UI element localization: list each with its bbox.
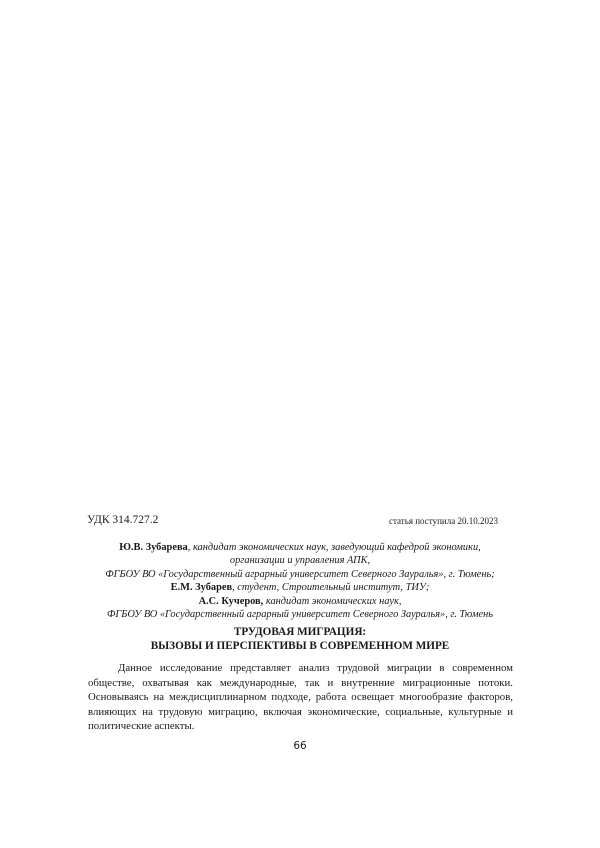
author-3-desc: кандидат экономических наук, bbox=[263, 595, 402, 607]
author-1-desc: , кандидат экономических наук, заведующий кафедрой экономики, bbox=[187, 542, 481, 553]
author-3-line bbox=[78, 595, 522, 608]
author-3-affiliation: ФГБОУ ВО «Государственный аграрный университет Северного Зауралья», г. Тюмень bbox=[107, 609, 493, 621]
received-date: статья поступила 20.10.2023 bbox=[389, 516, 498, 526]
author-1-line bbox=[78, 541, 522, 554]
abstract-text: Данное исследование представляет анализ трудовой миграции в современном обществе, охватывая как международные, так и внутренние миграционные потоки. Основываясь на междисциплинарном подходе, работа освещает многообразие факторов, влияющих на трудовую миграцию, включая экономические, социальные, культурные и политические аспекты. bbox=[88, 662, 513, 733]
title-line-1: ТРУДОВАЯ МИГРАЦИЯ: bbox=[233, 626, 367, 638]
author-2-line bbox=[78, 581, 522, 594]
title-line-2: ВЫЗОВЫ И ПЕРСПЕКТИВЫ В СОВРЕМЕННОМ МИРЕ bbox=[150, 639, 450, 652]
authors-block bbox=[78, 541, 522, 621]
author-2-desc: , студент, Строительный институт, ТИУ; bbox=[232, 582, 430, 594]
abstract bbox=[88, 661, 513, 734]
author-1-name: Ю.В. Зубарева bbox=[119, 542, 188, 553]
page-number: 66 bbox=[293, 740, 307, 752]
author-1-line2: организации и управления АПК, bbox=[229, 555, 371, 567]
udk-code: УДК 314.727.2 bbox=[87, 514, 159, 526]
author-2-name: Е.М. Зубарев bbox=[170, 582, 233, 594]
author-3-name: А.С. Кучеров, bbox=[198, 595, 264, 607]
article-title bbox=[78, 626, 522, 653]
author-1-affiliation: ФГБОУ ВО «Государственный аграрный университет Северного Зауралья», г. Тюмень; bbox=[105, 568, 495, 580]
